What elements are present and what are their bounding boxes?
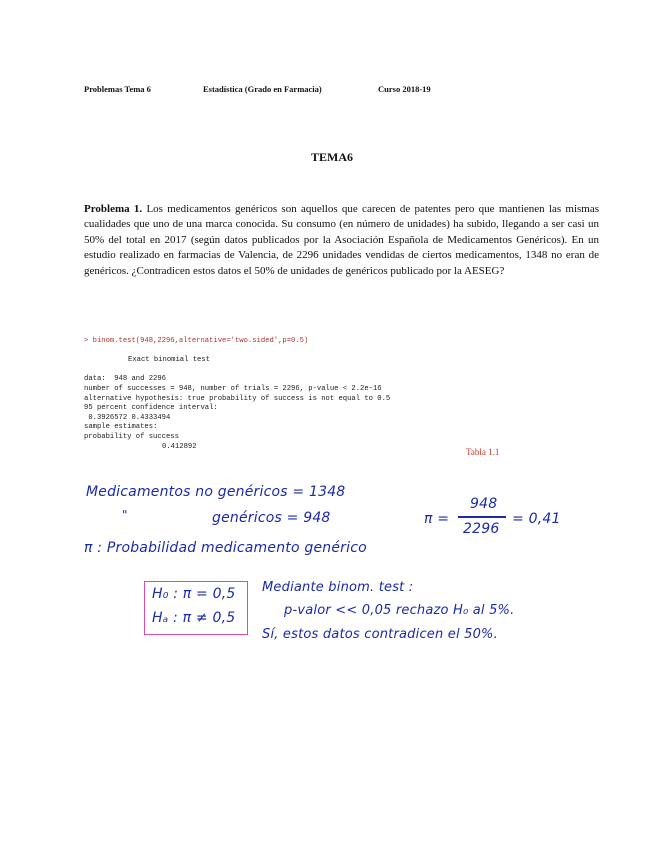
r-console-output (84, 337, 504, 452)
handwritten-fraction-denominator: 2296 (463, 521, 500, 537)
console-line-alt: alternative hypothesis: true probability of success is not equal to 0.5 (84, 394, 391, 403)
console-line-stats: number of successes = 948, number of trials = 2296, p-value < 2.2e-16 (84, 384, 382, 393)
console-line-data: data: 948 and 2296 (84, 375, 166, 384)
handwritten-h0: H₀ : π = 0,5 (152, 586, 236, 602)
console-test-name: Exact binomial test (128, 356, 210, 365)
problem-statement (84, 202, 599, 279)
table-caption: Tabla 1.1 (466, 447, 500, 457)
header-year: Curso 2018-19 (378, 84, 431, 94)
handwritten-ha: Hₐ : π ≠ 0,5 (152, 610, 236, 626)
handwritten-pi-equals: π = (424, 511, 450, 527)
console-line-prob-value: 0.412892 (162, 442, 197, 451)
console-line-prob-label: probability of success (84, 432, 179, 441)
problem-label: Problema 1. (84, 203, 143, 215)
console-line-ci-label: 95 percent confidence interval: (84, 404, 218, 413)
console-line-est-label: sample estimates: (84, 423, 158, 432)
handwritten-note-method: Mediante binom. test : (262, 580, 414, 595)
page-title: TEMA6 (311, 150, 353, 164)
problem-text: Los medicamentos genéricos son aquellos que carecen de patentes pero que mantienen las mismas cualidades que uno de una marca conocida. Su consumo (en número de unidades) ha subido, llegando a ser casi un 50% del total en 2017 (según datos publicados por la Asociación Española de Medicamentos Genéricos). En un estudio realizado en farmacias de Valencia, de 2296 unidades vendidas de ciertos medicamentos, 1348 no eran de genéricos. ¿Contradicen estos datos el 50% de unidades de genéricos publicado por la AESEG? (84, 203, 600, 277)
handwritten-pi-definition: π : Probabilidad medicamento genérico (84, 540, 367, 556)
header-subject: Estadística (Grado en Farmacia) (203, 84, 322, 94)
console-command: > binom.test(948,2296,alternative='two.sided',p=0.5) (84, 337, 309, 345)
handwritten-ditto-mark: " (122, 508, 128, 522)
fraction-bar (458, 516, 506, 518)
handwritten-no-genericos: Medicamentos no genéricos = 1348 (86, 484, 346, 500)
handwritten-note-conclusion: Sí, estos datos contradicen el 50%. (262, 627, 498, 642)
handwritten-result: = 0,41 (512, 511, 561, 527)
console-line-ci-values: 0.3926572 0.4333494 (84, 413, 171, 422)
handwritten-fraction-numerator: 948 (470, 496, 498, 512)
handwritten-genericos: genéricos = 948 (212, 510, 331, 526)
header-course-problems: Problemas Tema 6 (84, 84, 151, 94)
handwritten-note-pvalue: p-valor << 0,05 rechazo H₀ al 5%. (284, 603, 515, 618)
